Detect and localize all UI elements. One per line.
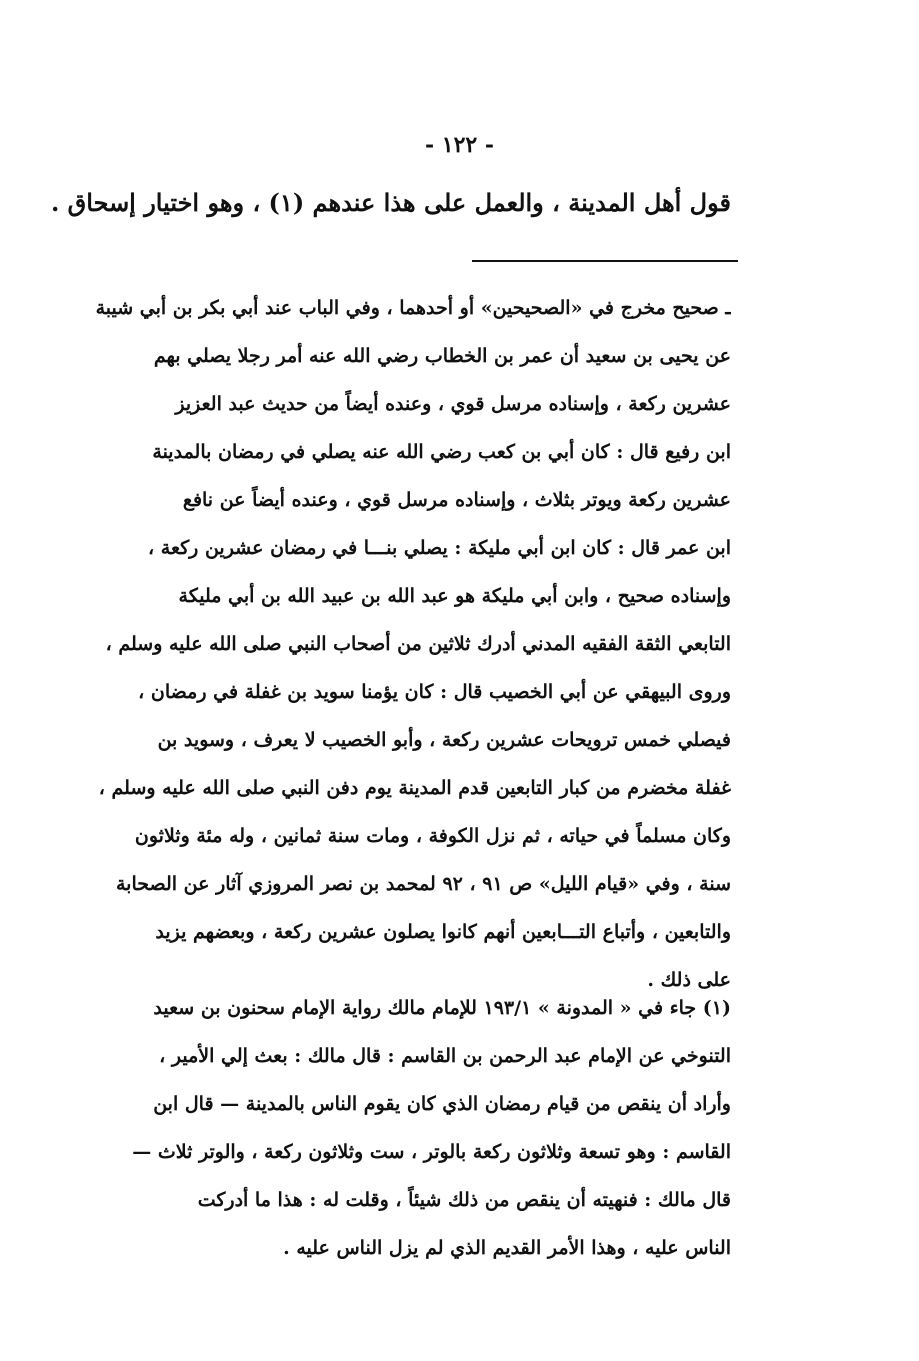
footnote-line: فيصلي خمس ترويحات عشرين ركعة ، وأبو الخصيب لا يعرف ، وسويد بن	[157, 729, 731, 751]
footnote-line: وأراد أن ينقص من قيام رمضان الذي كان يقوم الناس بالمدينة — قال ابن	[153, 1093, 731, 1115]
footnote-line: الناس عليه ، وهذا الأمر القديم الذي لم يزل الناس عليه .	[283, 1237, 731, 1259]
footnote-line: غفلة مخضرم من كبار التابعين قدم المدينة يوم دفن النبي صلى الله عليه وسلم ،	[98, 777, 731, 799]
footnote-line: ابن رفيع قال : كان أبي بن كعب رضي الله عنه يصلي في رمضان بالمدينة	[152, 441, 731, 463]
footnote-1	[81, 984, 731, 1272]
footnote-line: وكان مسلماً في حياته ، ثم نزل الكوفة ، ومات سنة ثمانين ، وله مئة وثلاثون	[134, 825, 731, 847]
footnote-line: (١) جاء في « المدونة » ١٩٣/١ للإمام مالك رواية الإمام سحنون بن سعيد	[153, 997, 731, 1019]
footnote-line: ابن عمر قال : كان ابن أبي مليكة : يصلي بنـــا في رمضان عشرين ركعة ،	[148, 537, 731, 559]
footnote-line: سنة ، وفي «قيام الليل» ص ٩١ ، ٩٢ لمحمد بن نصر المروزي آثار عن الصحابة	[115, 873, 731, 895]
footnote-line: قال مالك : فنهيته أن ينقص من ذلك شيئاً ، وقلت له : هذا ما أدركت	[197, 1189, 731, 1211]
footnote-line: عشرين ركعة ويوتر بثلاث ، وإسناده مرسل قوي ، وعنده أيضاً عن نافع	[182, 489, 731, 511]
footnote-line: وإسناده صحيح ، وابن أبي مليكة هو عبد الله بن عبيد الله بن أبي مليكة	[178, 585, 731, 607]
footnote-line: التابعي الثقة الفقيه المدني أدرك ثلاثين من أصحاب النبي صلى الله عليه وسلم ،	[105, 633, 731, 655]
footnote-line: عن يحيى بن سعيد أن عمر بن الخطاب رضي الله عنه أمر رجلا يصلي بهم	[153, 345, 731, 367]
footnote-line: على ذلك .	[647, 969, 731, 991]
page-number: - ١٢٢ -	[424, 132, 495, 158]
footnote-line: والتابعين ، وأتباع التـــابعين أنهم كانوا يصلون عشرين ركعة ، وبعضهم يزيد	[155, 921, 731, 943]
footnote-line: عشرين ركعة ، وإسناده مرسل قوي ، وعنده أيضاً من حديث عبد العزيز	[175, 393, 731, 415]
footnote-line: القاسم : وهو تسعة وثلاثون ركعة بالوتر ، ست وثلاثون ركعة ، والوتر ثلاث —	[132, 1141, 731, 1163]
continued-footnote	[81, 284, 731, 1004]
footnote-line: ـ صحيح مخرج في «الصحيحين» أو أحدهما ، وفي الباب عند أبي بكر بن أبي شيبة	[95, 297, 731, 319]
footnote-line: وروى البيهقي عن أبي الخصيب قال : كان يؤمنا سويد بن غفلة في رمضان ،	[138, 681, 731, 703]
footnote-line: التنوخي عن الإمام عبد الرحمن بن القاسم : قال مالك : بعث إلي الأمير ،	[159, 1045, 731, 1067]
main-text: قول أهل المدينة ، والعمل على هذا عندهم (١) ، وهو اختيار إسحاق .	[50, 188, 731, 217]
footnote-separator	[472, 260, 738, 262]
